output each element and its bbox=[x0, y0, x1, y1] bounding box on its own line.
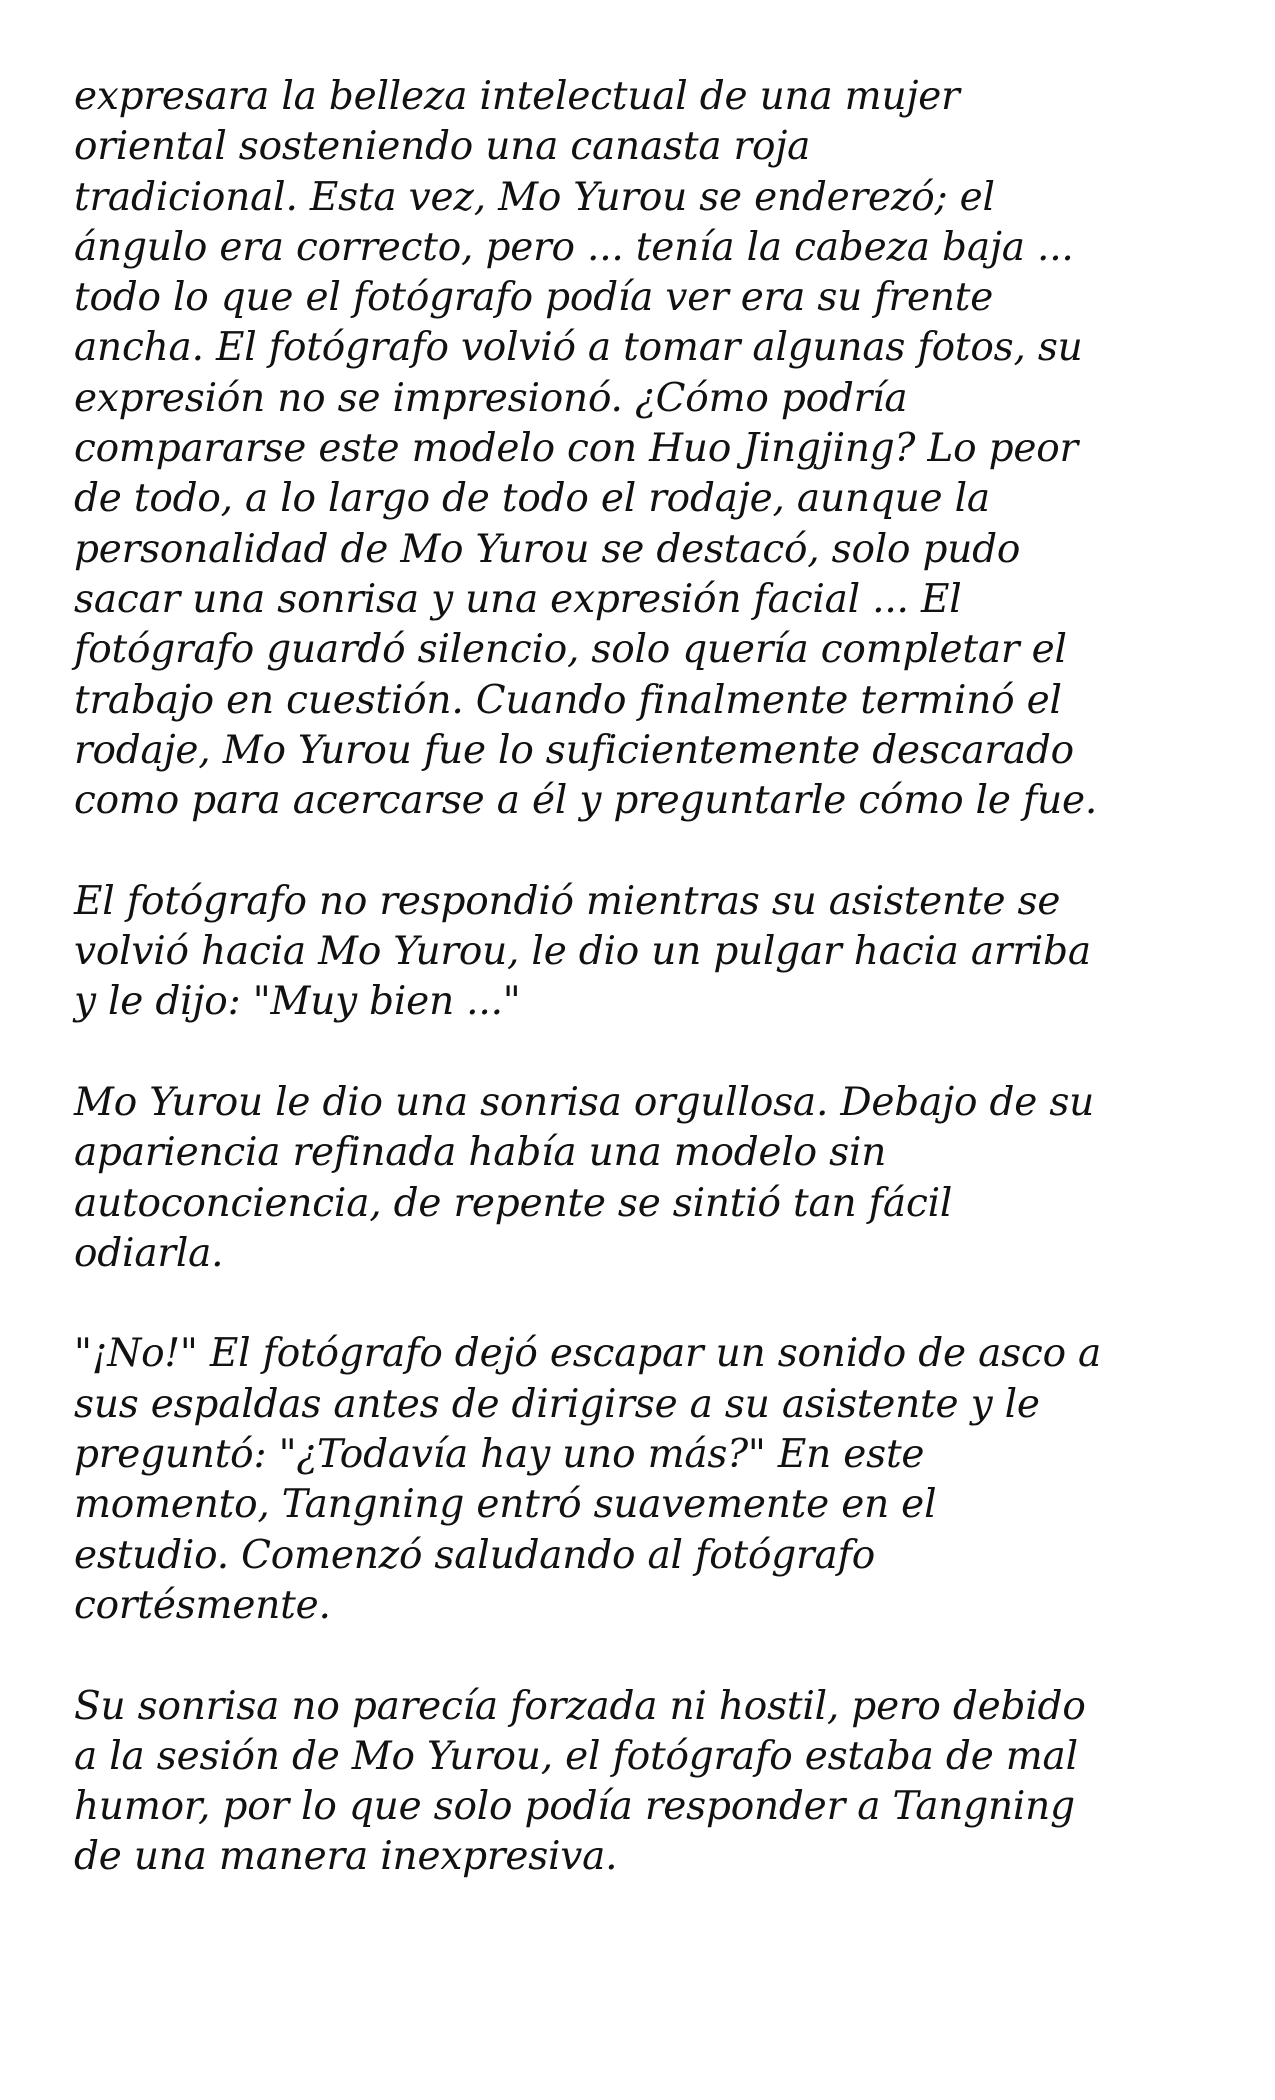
paragraph-1 bbox=[74, 72, 1234, 826]
text-line: ángulo era correcto, pero ... tenía la cabeza baja ... bbox=[74, 224, 1074, 270]
text-line: sacar una sonrisa y una expresión facial ... El bbox=[74, 576, 962, 622]
text-line: oriental sosteniendo una canasta roja bbox=[74, 124, 811, 170]
text-line: cortésmente. bbox=[74, 1582, 331, 1628]
text-line: como para acercarse a él y preguntarle cómo le fue. bbox=[74, 778, 1098, 824]
text-line: compararse este modelo con Huo Jingjing? Lo peor bbox=[74, 426, 1078, 472]
text-line: estudio. Comenzó saludando al fotógrafo bbox=[74, 1532, 876, 1578]
text-line: a la sesión de Mo Yurou, el fotógrafo estaba de mal bbox=[74, 1733, 1078, 1779]
paragraph-5 bbox=[74, 1682, 1234, 1883]
text-line: ancha. El fotógrafo volvió a tomar algunas fotos, su bbox=[74, 325, 1083, 371]
text-line: de todo, a lo largo de todo el rodaje, aunque la bbox=[74, 476, 990, 522]
text-line: momento, Tangning entró suavemente en el bbox=[74, 1482, 937, 1528]
text-line: preguntó: "¿Todavía hay uno más?" En este bbox=[74, 1432, 925, 1478]
text-line: personalidad de Mo Yurou se destacó, solo pudo bbox=[74, 526, 1021, 572]
text-line: Su sonrisa no parecía forzada ni hostil, pero debido bbox=[74, 1683, 1086, 1729]
text-line: humor, por lo que solo podía responder a Tangning bbox=[74, 1784, 1075, 1830]
paragraph-2 bbox=[74, 877, 1234, 1028]
paragraph-4 bbox=[74, 1329, 1234, 1631]
text-line: volvió hacia Mo Yurou, le dio un pulgar hacia arriba bbox=[74, 929, 1091, 975]
text-line: fotógrafo guardó silencio, solo quería completar el bbox=[74, 627, 1067, 673]
text-line: autoconciencia, de repente se sintió tan fácil bbox=[74, 1180, 953, 1226]
document-body bbox=[74, 72, 1234, 1933]
text-line: expresara la belleza intelectual de una mujer bbox=[74, 74, 960, 119]
text-line: de una manera inexpresiva. bbox=[74, 1834, 618, 1880]
text-line: todo lo que el fotógrafo podía ver era su frente bbox=[74, 275, 994, 321]
text-line: y le dijo: "Muy bien ..." bbox=[74, 979, 521, 1025]
text-line: rodaje, Mo Yurou fue lo suficientemente descarado bbox=[74, 727, 1074, 773]
text-line: Mo Yurou le dio una sonrisa orgullosa. Debajo de su bbox=[74, 1079, 1095, 1125]
text-line: "¡No!" El fotógrafo dejó escapar un sonido de asco a bbox=[74, 1331, 1102, 1377]
paragraph-3 bbox=[74, 1078, 1234, 1279]
text-line: sus espaldas antes de dirigirse a su asistente y le bbox=[74, 1381, 1040, 1427]
text-line: tradicional. Esta vez, Mo Yurou se enderezó; el bbox=[74, 174, 995, 220]
text-line: apariencia refinada había una modelo sin bbox=[74, 1130, 887, 1176]
text-line: odiarla. bbox=[74, 1230, 224, 1276]
text-line: El fotógrafo no respondió mientras su asistente se bbox=[74, 878, 1061, 924]
text-line: expresión no se impresionó. ¿Cómo podría bbox=[74, 375, 908, 421]
text-line: trabajo en cuestión. Cuando finalmente terminó el bbox=[74, 677, 1062, 723]
